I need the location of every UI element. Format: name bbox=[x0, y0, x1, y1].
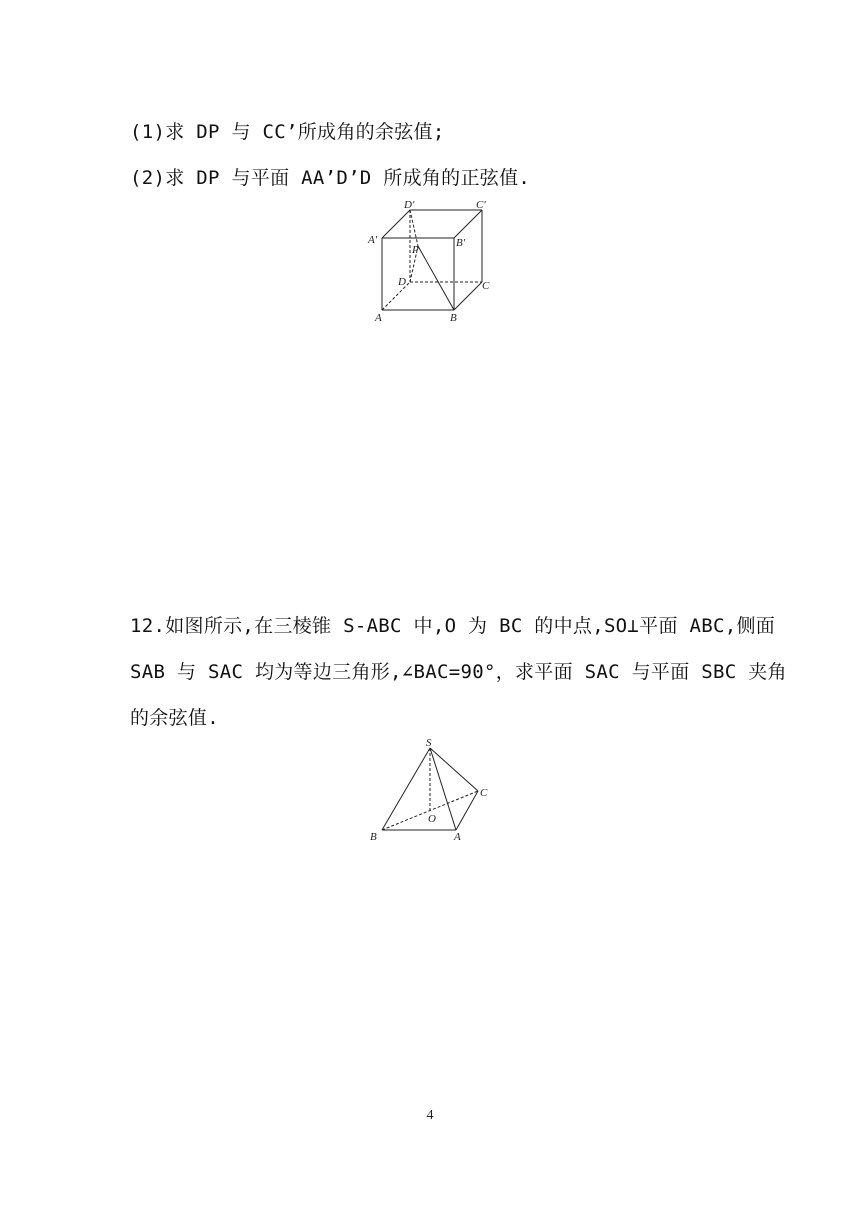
edge-a-c bbox=[456, 791, 478, 830]
cube-figure bbox=[360, 196, 500, 326]
question-1: (1)求 DP 与 CC’所成角的余弦值; bbox=[130, 121, 445, 143]
label-b: B bbox=[370, 831, 377, 843]
problem-12-line-3: 的余弦值. bbox=[130, 707, 219, 729]
label-c: C bbox=[480, 787, 488, 799]
label-c1: C′ bbox=[476, 199, 486, 211]
problem-12-line-2: SAB 与 SAC 均为等边三角形,∠BAC=90°，求平面 SAC 与平面 SBC 夹角 bbox=[130, 661, 787, 683]
label-o: O bbox=[428, 813, 436, 825]
hidden-segment-d1-p bbox=[410, 210, 418, 246]
edge-s-b bbox=[382, 748, 430, 830]
label-p: P bbox=[412, 244, 419, 256]
label-d: D bbox=[398, 276, 406, 288]
page-number: 4 bbox=[426, 1108, 434, 1123]
edge-b1-c1 bbox=[454, 210, 482, 238]
problem-12-line-1: 12.如图所示,在三棱锥 S-ABC 中,O 为 BC 的中点,SO⊥平面 ABC,侧面 bbox=[130, 615, 776, 637]
label-a1: A′ bbox=[368, 234, 378, 246]
question-2: (2)求 DP 与平面 AA’D’D 所成角的正弦值. bbox=[130, 167, 531, 189]
label-c: C bbox=[482, 280, 490, 292]
edge-a1-d1 bbox=[382, 210, 410, 238]
label-a: A bbox=[454, 831, 461, 843]
pyramid-figure bbox=[360, 736, 500, 846]
label-b: B bbox=[450, 312, 457, 324]
edge-b-c bbox=[454, 282, 482, 310]
label-b1: B′ bbox=[456, 237, 466, 249]
segment-p-b bbox=[418, 246, 454, 310]
label-s: S bbox=[426, 737, 432, 749]
label-d1: D′ bbox=[404, 199, 415, 211]
label-a: A bbox=[375, 312, 382, 324]
